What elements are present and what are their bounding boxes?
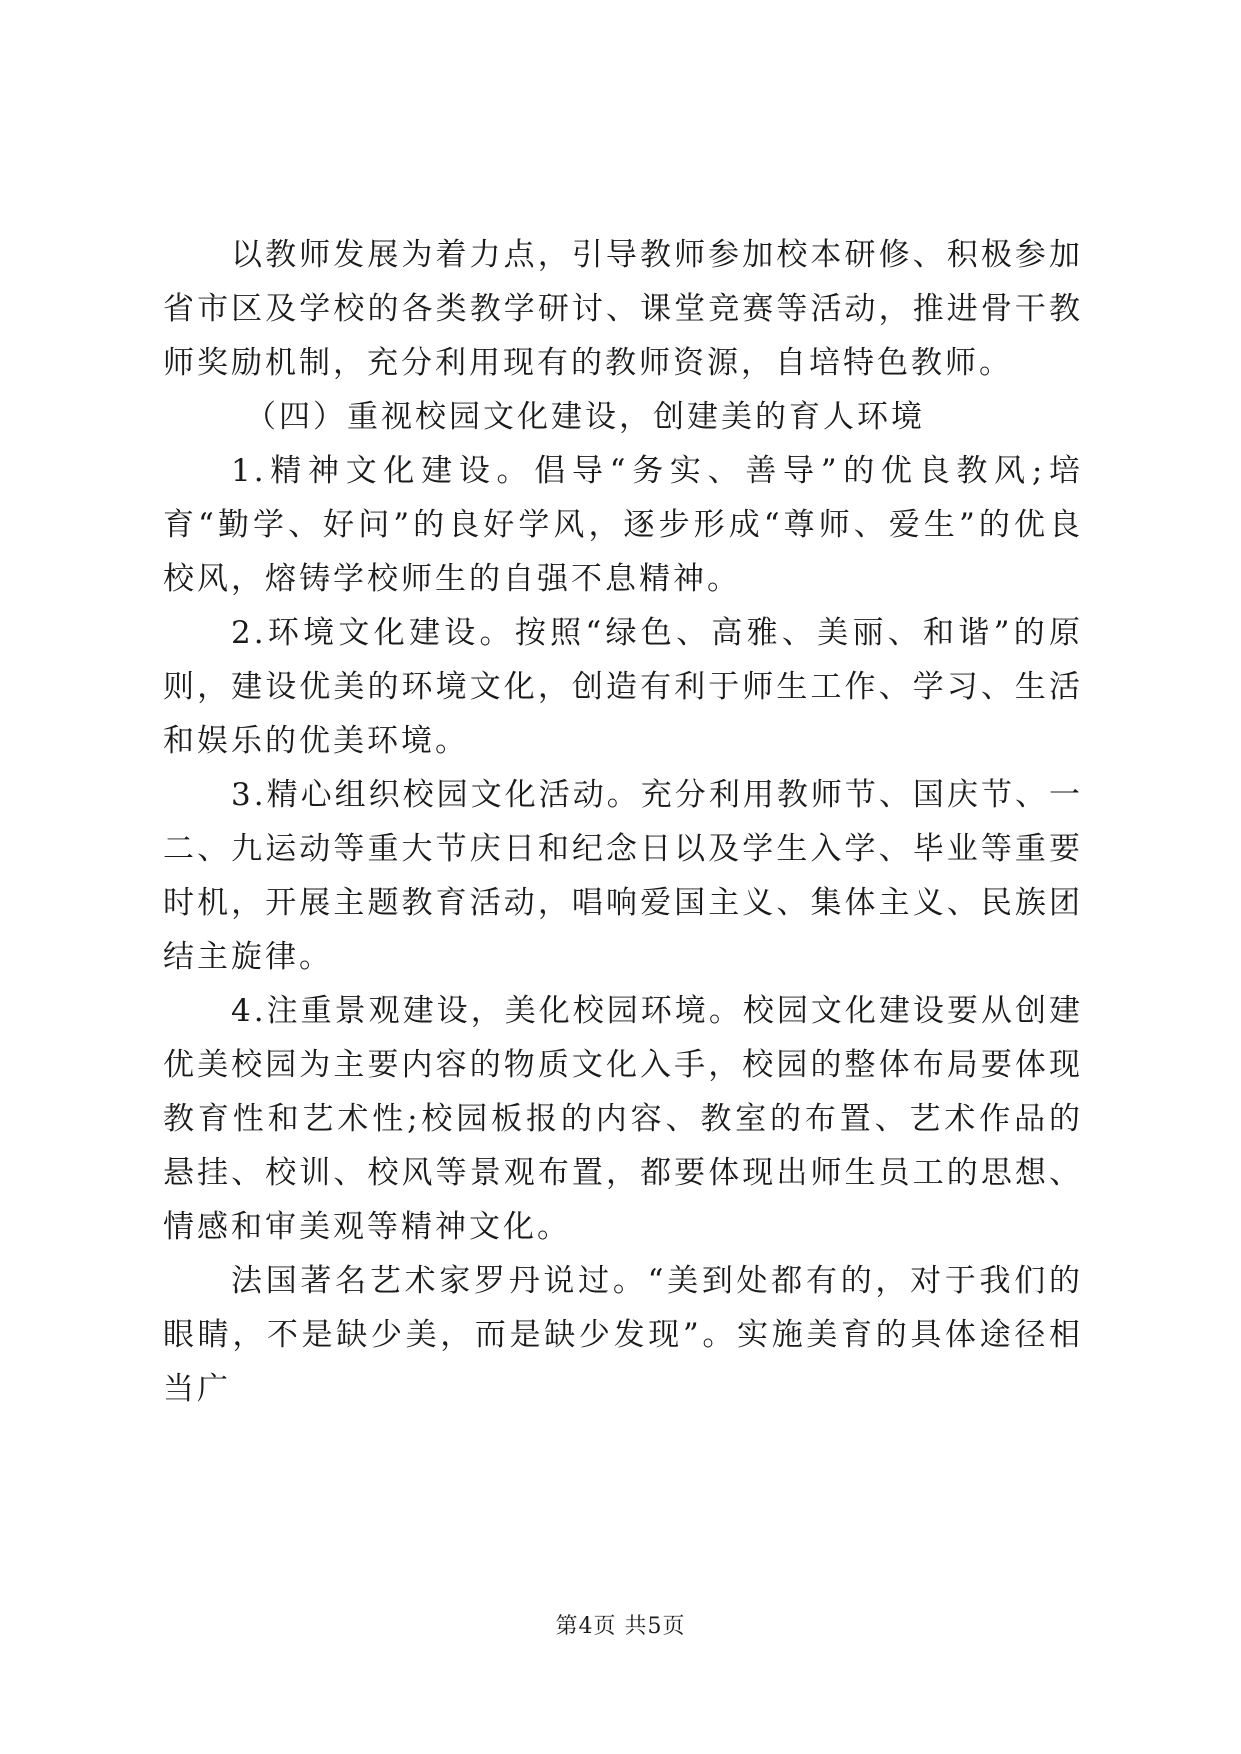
- page-number-footer: 第4页 共5页: [555, 1614, 686, 1639]
- section-heading-campus-culture: （四）重视校园文化建设，创建美的育人环境: [245, 399, 925, 435]
- paragraph-environment-culture: 2.环境文化建设。按照“绿色、高雅、美丽、和谐”的原则，建设优美的环境文化，创造有利于师生工作、学习、生活和娱乐的优美环境。: [163, 615, 1083, 759]
- paragraph-teacher-development: 以教师发展为着力点，引导教师参加校本研修、积极参加省市区及学校的各类教学研讨、课堂竞赛等活动，推进骨干教师奖励机制，充分利用现有的教师资源，自培特色教师。: [163, 237, 1083, 381]
- paragraph-rodin-quote: 法国著名艺术家罗丹说过。“美到处都有的，对于我们的眼睛，不是缺少美，而是缺少发现”。实施美育的具体途径相当广: [163, 1263, 1083, 1407]
- paragraph-culture-activities: 3.精心组织校园文化活动。充分利用教师节、国庆节、一二、九运动等重大节庆日和纪念日以及学生入学、毕业等重要时机，开展主题教育活动，唱响爱国主义、集体主义、民族团结主旋律。: [163, 777, 1083, 975]
- document-body: [163, 228, 1083, 1416]
- paragraph-landscape-construction: 4.注重景观建设，美化校园环境。校园文化建设要从创建优美校园为主要内容的物质文化入手，校园的整体布局要体现教育性和艺术性;校园板报的内容、教室的布置、艺术作品的悬挂、校训、校风等景观布置，都要体现出师生员工的思想、情感和审美观等精神文化。: [163, 993, 1083, 1245]
- paragraph-spiritual-culture: 1.精神文化建设。倡导“务实、善导”的优良教风;培育“勤学、好问”的良好学风，逐步形成“尊师、爱生”的优良校风，熔铸学校师生的自强不息精神。: [163, 453, 1083, 597]
